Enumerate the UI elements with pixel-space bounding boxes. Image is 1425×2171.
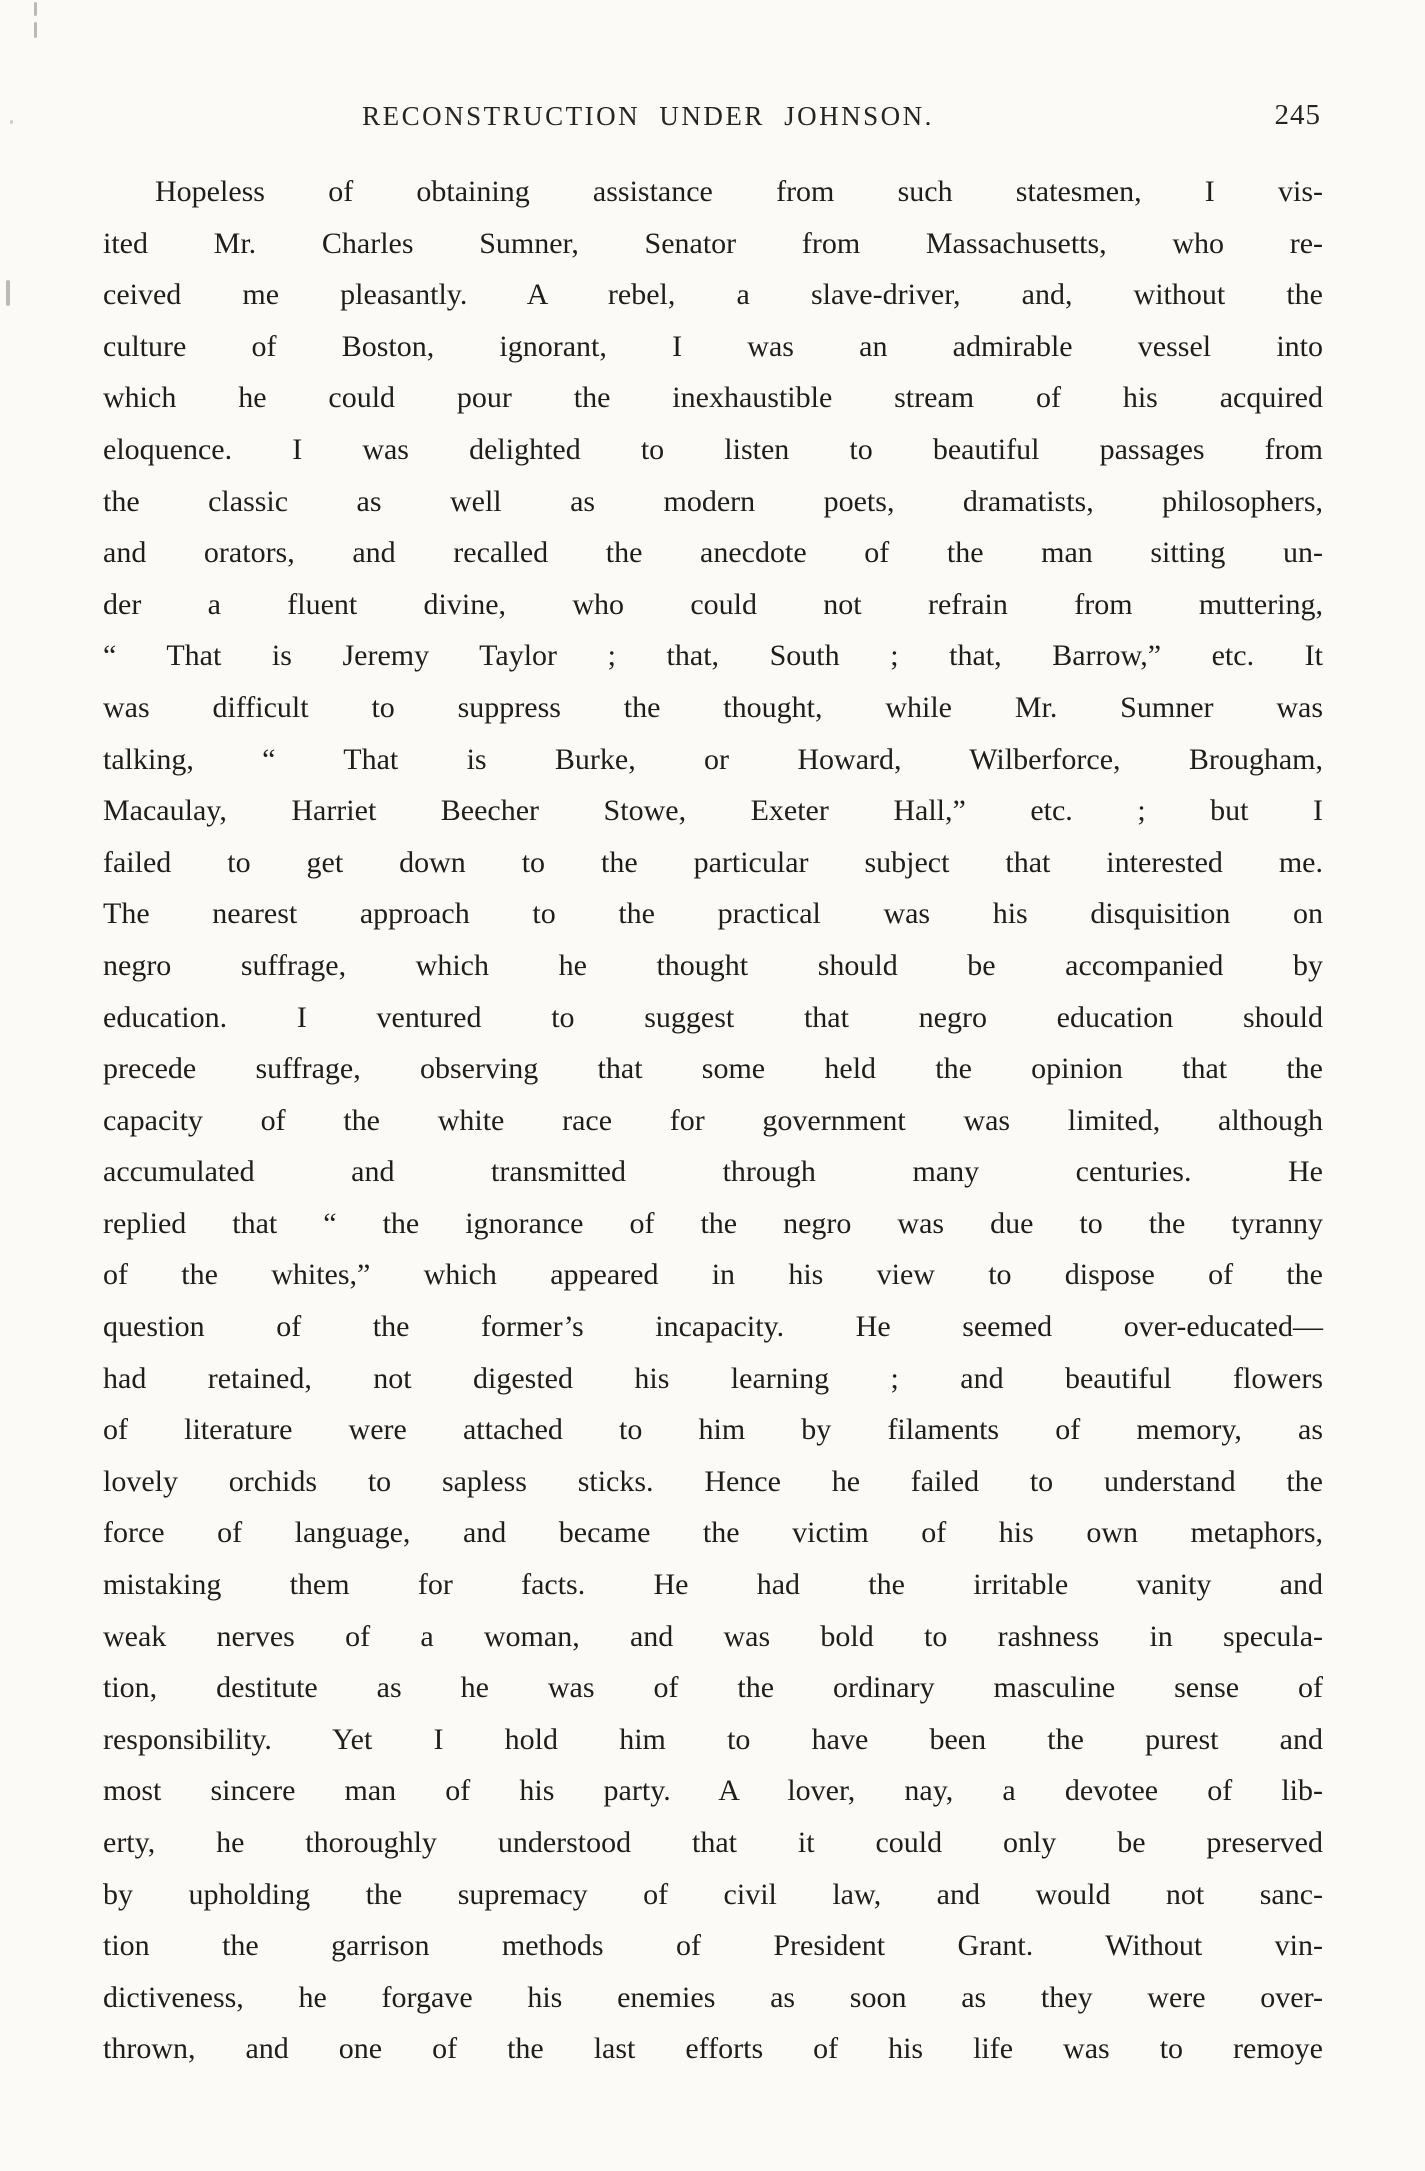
text-line: eloquence. I was delighted to listen to beautiful passages from bbox=[103, 432, 1323, 466]
text-line: and orators, and recalled the anecdote of the man sitting un- bbox=[103, 536, 1323, 570]
text-line: talking, “ That is Burke, or Howard, Wilberforce, Brougham, bbox=[103, 742, 1323, 776]
text-line: thrown, and one of the last efforts of his life was to remoye bbox=[103, 2032, 1323, 2066]
text-line: erty, he thoroughly understood that it could only be preserved bbox=[103, 1826, 1323, 1859]
text-line: replied that “ the ignorance of the negro was due to the tyranny bbox=[103, 1206, 1323, 1240]
text-line: failed to get down to the particular subject that interested me. bbox=[103, 845, 1323, 879]
text-line: The nearest approach to the practical was his disquisition on bbox=[103, 897, 1323, 931]
text-line: responsibility. Yet I hold him to have been the purest and bbox=[103, 1722, 1323, 1756]
scan-artifact bbox=[6, 280, 10, 306]
text-line: Macaulay, Harriet Beecher Stowe, Exeter Hall,” etc. ; but I bbox=[103, 794, 1323, 828]
text-line: tion, destitute as he was of the ordinary masculine sense of bbox=[103, 1671, 1323, 1705]
text-line: ited Mr. Charles Sumner, Senator from Massachusetts, who re- bbox=[103, 226, 1323, 260]
text-line: force of language, and became the victim of his own metaphors, bbox=[103, 1516, 1323, 1550]
text-line: had retained, not digested his learning ; and beautiful flowers bbox=[103, 1361, 1323, 1395]
text-line: most sincere man of his party. A lover, nay, a devotee of lib- bbox=[103, 1774, 1323, 1808]
text-line: of the whites,” which appeared in his view to dispose of the bbox=[103, 1258, 1323, 1292]
text-line: question of the former’s incapacity. He seemed over-educated— bbox=[103, 1310, 1323, 1344]
text-line: mistaking them for facts. He had the irritable vanity and bbox=[103, 1568, 1323, 1602]
text-line: was difficult to suppress the thought, while Mr. Sumner was bbox=[103, 690, 1323, 724]
running-title: RECONSTRUCTION UNDER JOHNSON. bbox=[362, 101, 934, 131]
text-line: der a fluent divine, who could not refrain from muttering, bbox=[103, 587, 1323, 621]
text-line: capacity of the white race for government was limited, although bbox=[103, 1103, 1323, 1137]
text-line: tion the garrison methods of President Grant. Without vin- bbox=[103, 1929, 1323, 1963]
text-line: of literature were attached to him by filaments of memory, as bbox=[103, 1413, 1323, 1447]
page-header bbox=[103, 101, 1323, 141]
page-number: 245 bbox=[1274, 99, 1321, 131]
text-line: weak nerves of a woman, and was bold to rashness in specula- bbox=[103, 1619, 1323, 1653]
body-text bbox=[103, 166, 1323, 2075]
scan-artifact bbox=[10, 120, 13, 124]
text-line: which he could pour the inexhaustible stream of his acquired bbox=[103, 381, 1323, 415]
text-line: by upholding the supremacy of civil law, and would not sanc- bbox=[103, 1877, 1323, 1911]
text-line: lovely orchids to sapless sticks. Hence he failed to understand the bbox=[103, 1464, 1323, 1498]
text-line: negro suffrage, which he thought should be accompanied by bbox=[103, 948, 1323, 982]
text-line: culture of Boston, ignorant, I was an admirable vessel into bbox=[103, 329, 1323, 363]
text-line: Hopeless of obtaining assistance from such statesmen, I vis- bbox=[155, 175, 1323, 208]
text-line: accumulated and transmitted through many centuries. He bbox=[103, 1155, 1323, 1189]
text-line: the classic as well as modern poets, dramatists, philosophers, bbox=[103, 484, 1323, 518]
text-line: dictiveness, he forgave his enemies as soon as they were over- bbox=[103, 1980, 1323, 2014]
text-line: precede suffrage, observing that some held the opinion that the bbox=[103, 1052, 1323, 1086]
scan-artifact bbox=[34, 22, 37, 38]
text-line: “ That is Jeremy Taylor ; that, South ; that, Barrow,” etc. It bbox=[103, 639, 1323, 673]
text-line: education. I ventured to suggest that negro education should bbox=[103, 1000, 1323, 1034]
scan-artifact bbox=[34, 2, 37, 16]
text-line: ceived me pleasantly. A rebel, a slave-driver, and, without the bbox=[103, 278, 1323, 312]
